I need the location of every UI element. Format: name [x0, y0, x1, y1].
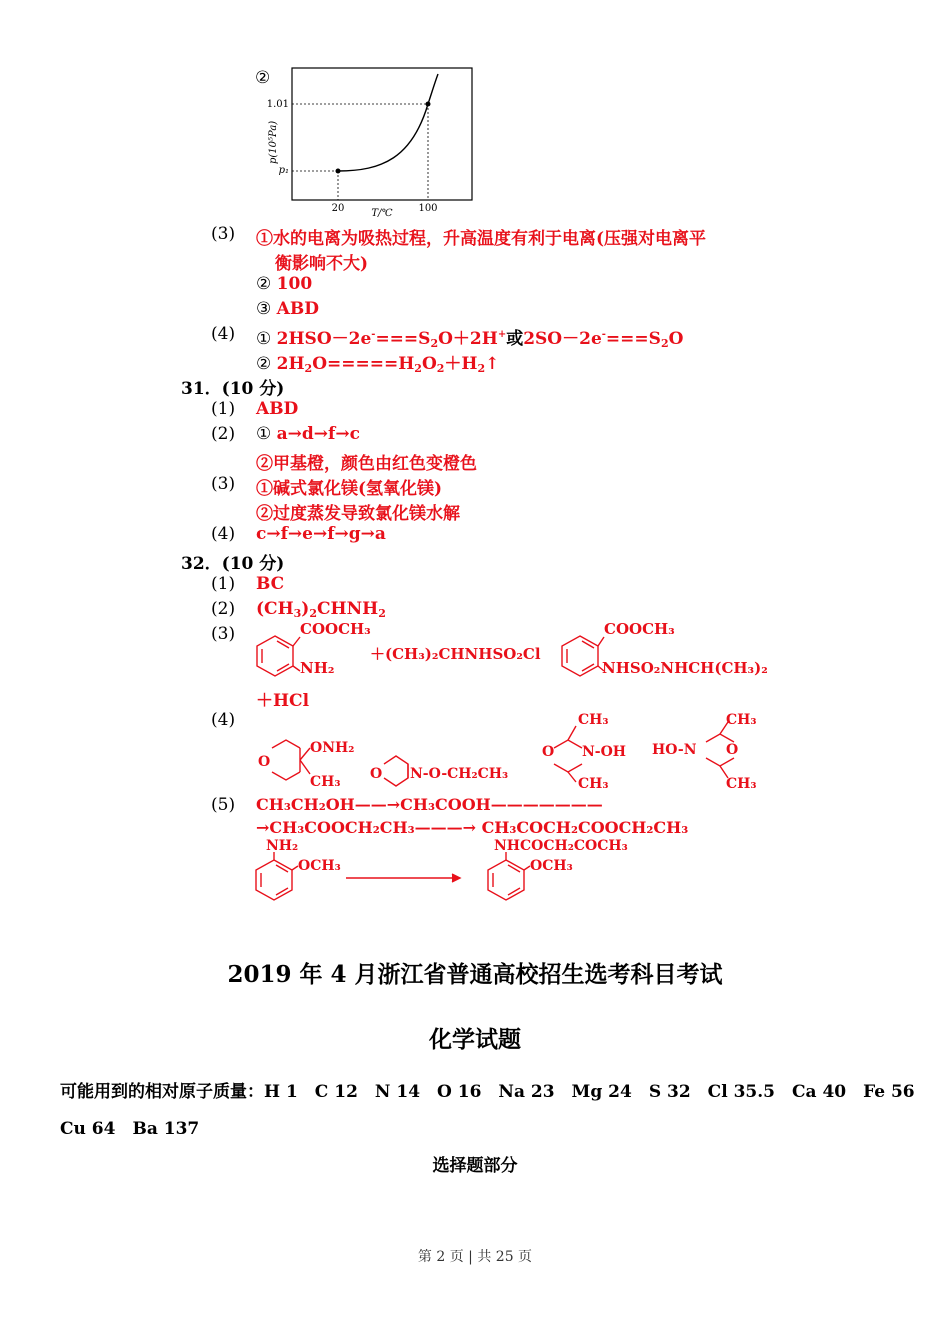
svg-text:O: O — [258, 754, 271, 770]
svg-text:N-OH: N-OH — [582, 744, 627, 760]
svg-text:O: O — [542, 744, 555, 760]
q32-p5-line2: →CH₃COOCH₂CH₃———→ CH₃COCH₂COOCH₂CH₃ — [256, 818, 689, 837]
pressure-curve — [338, 74, 438, 171]
q32-heading: 32．(10 分) — [181, 554, 285, 574]
ring4-bottom — [706, 758, 734, 766]
q32-p5-line1: CH₃CH₂OH——→CH₃COOH——————— — [256, 795, 603, 814]
atomic-masses-line2: Cu 64 Ba 137 — [60, 1119, 200, 1139]
q31-p4-num: (4) — [211, 524, 236, 544]
q31-p2-1-answer: a→d→f→c — [276, 424, 360, 444]
q30-p3-2-row — [256, 274, 312, 294]
q32-p5-aromatic-step — [250, 836, 750, 906]
q32-p5-num: (5) — [211, 795, 236, 815]
q30-p3-1-line2: 衡影响不大) — [275, 254, 369, 274]
svg-text:CH₃: CH₃ — [578, 712, 609, 728]
q31-p3-1-answer: ①碱式氯化镁(氢氧化镁) — [256, 479, 443, 499]
svg-text:O: O — [370, 766, 383, 782]
ring1-top — [272, 740, 300, 748]
q30-p4-1-row — [256, 324, 683, 350]
q31-p1-answer: ABD — [256, 399, 299, 419]
svg-text:＋(CH₃)₂CHNHSO₂Cl: ＋(CH₃)₂CHNHSO₂Cl — [370, 645, 541, 663]
q32-p2-answer: $(CH_3)_2CHNH_2$ — [256, 599, 386, 620]
q31-heading: 31．(10 分) — [181, 379, 285, 399]
q32-p2-num: (2) — [211, 599, 236, 619]
ring4-top — [706, 734, 734, 742]
q32-p1-num: (1) — [211, 574, 236, 594]
q30-p4-1-mark: ① — [256, 329, 272, 349]
page-footer: 第 2 页 | 共 25 页 — [417, 1249, 533, 1265]
ring3-bottom — [554, 764, 582, 772]
svg-text:COOCH₃: COOCH₃ — [300, 620, 371, 638]
graph-marker: ② — [255, 68, 271, 88]
q31-p2-2-answer: ②甲基橙，颜色由红色变橙色 — [256, 454, 477, 474]
ring1-bottom — [272, 772, 300, 780]
point-100 — [426, 102, 431, 107]
exam-title: 2019 年 4 月浙江省普通高校招生选考科目考试 — [227, 961, 723, 988]
q30-p4-1-or: 或 — [506, 329, 524, 349]
y-tick-top: 1.01 — [266, 99, 289, 110]
graph-frame — [292, 68, 472, 200]
q32-p3-hcl: ＋HCl — [256, 691, 310, 711]
x-tick-a: 20 — [331, 203, 345, 214]
q30-p3-1-line1: ①水的电离为吸热过程，升高温度有利于电离(压强对电离平 — [256, 229, 707, 249]
svg-text:N-O-CH₂CH₃: N-O-CH₂CH₃ — [410, 766, 509, 782]
q31-p3-2-answer: ②过度蒸发导致氯化镁水解 — [256, 504, 460, 524]
vapor-pressure-graph — [262, 60, 482, 220]
q31-p3-num: (3) — [211, 474, 236, 494]
svg-text:NHSO₂NHCH(CH₃)₂: NHSO₂NHCH(CH₃)₂ — [602, 659, 768, 677]
svg-text:NHCOCH₂COCH₃: NHCOCH₂COCH₃ — [494, 838, 628, 854]
atomic-masses-line1: 可能用到的相对原子质量：H 1 C 12 N 14 O 16 Na 23 Mg 24 S 32 Cl 35.5 Ca 40 Fe 56 — [60, 1082, 915, 1102]
svg-text:CH₃: CH₃ — [726, 776, 757, 792]
q31-p2-1-mark: ① — [256, 424, 272, 444]
point-20 — [336, 169, 341, 174]
q30-p4-2-row — [256, 349, 499, 375]
q30-p4-num: (4) — [211, 324, 236, 344]
q30-p3-3-row — [256, 299, 319, 319]
q32-p3-num: (3) — [211, 624, 236, 644]
ring3-top — [554, 740, 582, 748]
q30-p4-2-eq: $2H_2O=====H_2O_2+H_2↑$ — [276, 354, 500, 375]
q30-p3-2-mark: ② — [256, 274, 272, 294]
svg-text:CH₃: CH₃ — [726, 712, 757, 728]
svg-text:CH₃: CH₃ — [310, 774, 341, 790]
svg-text:ONH₂: ONH₂ — [310, 740, 355, 756]
q32-p4-num: (4) — [211, 710, 236, 730]
q31-p2-1-row — [256, 424, 360, 444]
q31-p4-answer: c→f→e→f→g→a — [256, 524, 386, 544]
q30-p3-3-answer: ABD — [276, 299, 319, 319]
y-tick-low: p₁ — [278, 165, 289, 176]
q30-p4-1-eq1: $2HSO-2e^-===S_2O+2H^+$ — [276, 329, 507, 350]
ring2 — [384, 756, 408, 786]
q31-p1-num: (1) — [211, 399, 236, 419]
q30-p4-2-mark: ② — [256, 354, 272, 374]
q32-p1-answer: BC — [256, 574, 285, 594]
svg-text:NH₂: NH₂ — [300, 659, 335, 677]
q30-p3-3-mark: ③ — [256, 299, 272, 319]
y-axis-label: p(10⁵Pa) — [268, 120, 279, 164]
q32-p3-reaction — [250, 615, 770, 690]
exam-subtitle: 化学试题 — [429, 1026, 521, 1053]
x-tick-b: 100 — [418, 203, 438, 214]
q30-p4-1-eq2: $2SO-2e^-===S_2O$ — [523, 329, 684, 350]
svg-text:CH₃: CH₃ — [578, 776, 609, 792]
svg-text:OCH₃: OCH₃ — [298, 858, 341, 874]
x-axis-label: T/℃ — [371, 208, 393, 219]
svg-text:O: O — [726, 742, 739, 758]
svg-text:HO-N: HO-N — [652, 742, 697, 758]
svg-text:NH₂: NH₂ — [266, 838, 299, 854]
section-heading: 选择题部分 — [432, 1156, 518, 1176]
q30-p3-num: (3) — [211, 224, 236, 244]
q31-p2-num: (2) — [211, 424, 236, 444]
q30-p3-2-answer: 100 — [276, 274, 313, 294]
q32-p4-structures — [250, 702, 770, 797]
svg-text:COOCH₃: COOCH₃ — [604, 620, 675, 638]
svg-text:OCH₃: OCH₃ — [530, 858, 573, 874]
